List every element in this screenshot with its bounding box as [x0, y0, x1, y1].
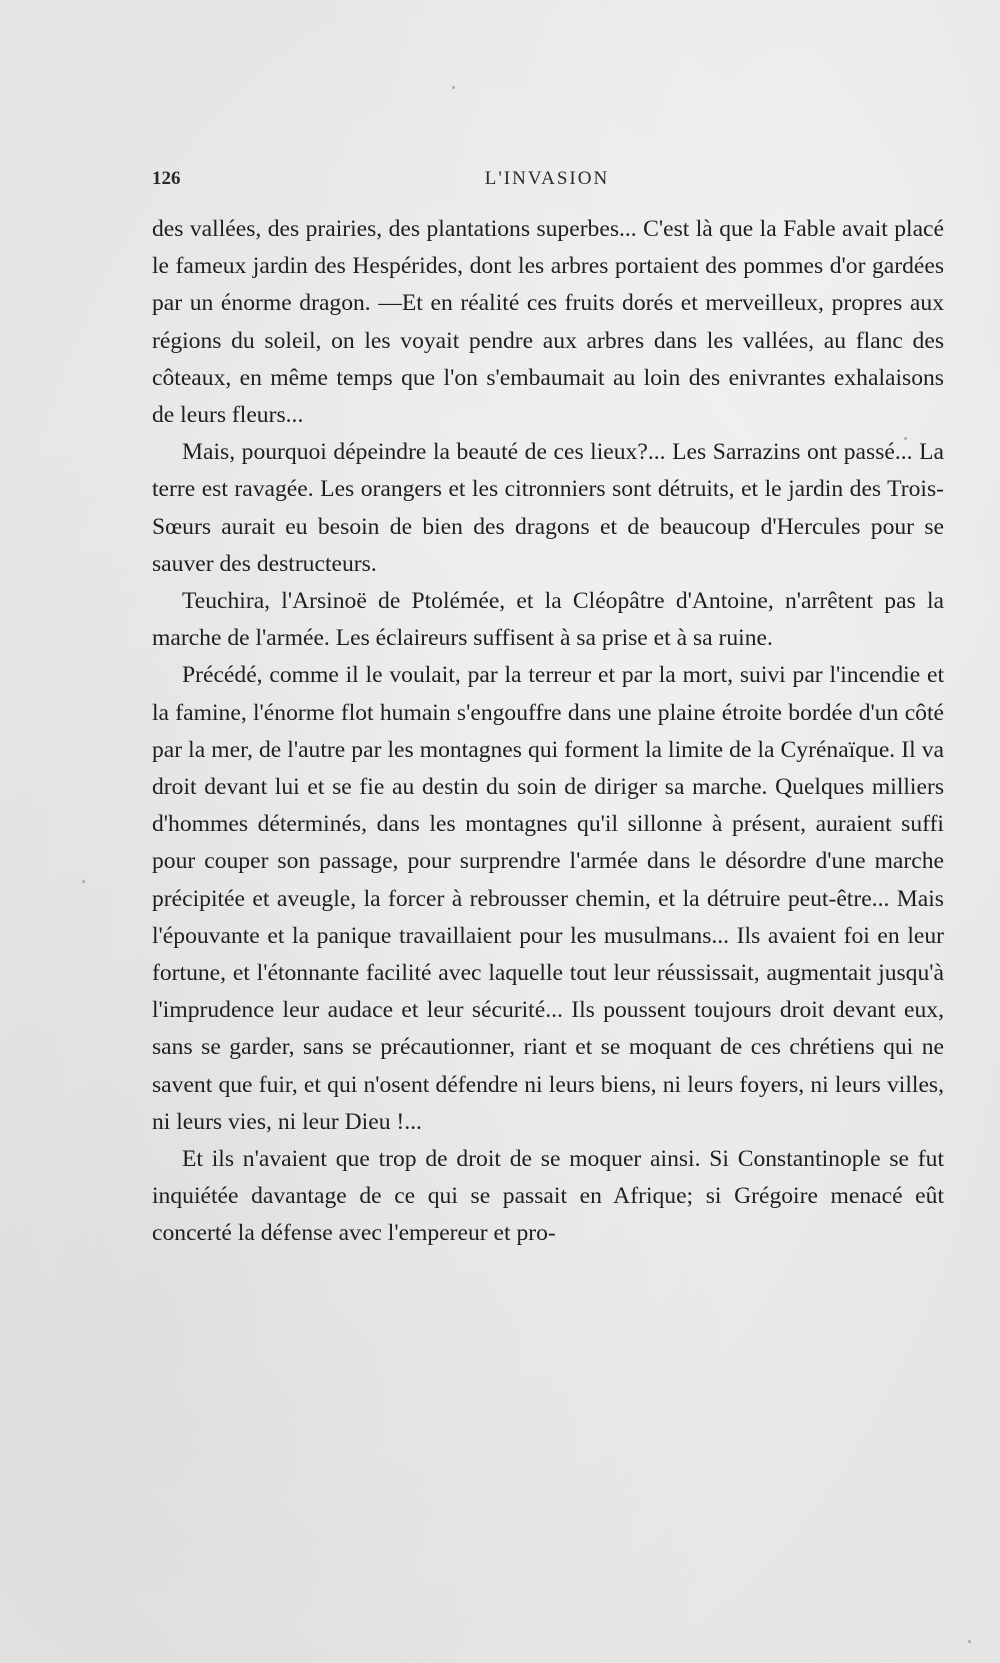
- paper-speck: [452, 86, 455, 89]
- page-header: [152, 168, 942, 200]
- paragraph: Teuchira, l'Arsinoë de Ptolémée, et la Cléopâtre d'Antoine, n'arrêtent pas la marche de l'armée. Les éclaireurs suffisent à sa prise et à sa ruine.: [152, 588, 944, 652]
- paper-speck: [968, 1640, 971, 1643]
- paragraph: Mais, pourquoi dépeindre la beauté de ces lieux?... Les Sarrazins ont passé... La terre est ravagée. Les orangers et les citronniers sont détruits, et le jardin des Trois-Sœurs aurait eu besoin de bien des dragons et de beaucoup d'Hercules pour se sauver des destructeurs.: [152, 439, 944, 577]
- body-text: [152, 211, 944, 1253]
- paper-speck: [904, 437, 907, 440]
- paragraph: des vallées, des prairies, des plantations superbes... C'est là que la Fable avait placé le fameux jardin des Hespérides, dont les arbres portaient des pommes d'or gardées par un énorme dragon. —Et en réalité ces fruits dorés et merveilleux, propres aux régions du soleil, on les voyait pendre aux arbres dans les vallées, au flanc des côteaux, en même temps que l'on s'embaumait au loin des enivrantes exhalaisons de leurs fleurs...: [152, 216, 944, 429]
- paper-speck: [82, 880, 85, 883]
- running-title: L'INVASION: [484, 168, 610, 189]
- page-number: 126: [152, 168, 181, 189]
- paragraph: Précédé, comme il le voulait, par la terreur et par la mort, suivi par l'incendie et la famine, l'énorme flot humain s'engouffre dans une plaine étroite bordée d'un côté par la mer, de l'autre par les montagnes qui forment la limite de la Cyrénaïque. Il va droit devant lui et se fie au destin du soin de diriger sa marche. Quelques milliers d'hommes déterminés, dans les montagnes qu'il sillonne à présent, auraient suffi pour couper son passage, pour surprendre l'armée dans le désordre d'une marche précipitée et aveugle, la forcer à rebrousser chemin, et la détruire peut-être... Mais l'épouvante et la panique travaillaient pour les musulmans... Ils avaient foi en leur fortune, et l'étonnante facilité avec laquelle tout leur réussissait, augmentait jusqu'à l'imprudence leur audace et leur sécurité... Ils poussent toujours droit devant eux, sans se garder, sans se précautionner, riant et se moquant de ces chrétiens qui ne savent que fuir, et qui n'osent défendre ni leurs biens, ni leurs foyers, ni leurs villes, ni leurs vies, ni leur Dieu !...: [152, 662, 944, 1135]
- paragraph: Et ils n'avaient que trop de droit de se moquer ainsi. Si Constantinople se fut inquiétée davantage de ce qui se passait en Afrique; si Grégoire menacé eût concerté la défense avec l'empereur et pro-: [152, 1146, 944, 1247]
